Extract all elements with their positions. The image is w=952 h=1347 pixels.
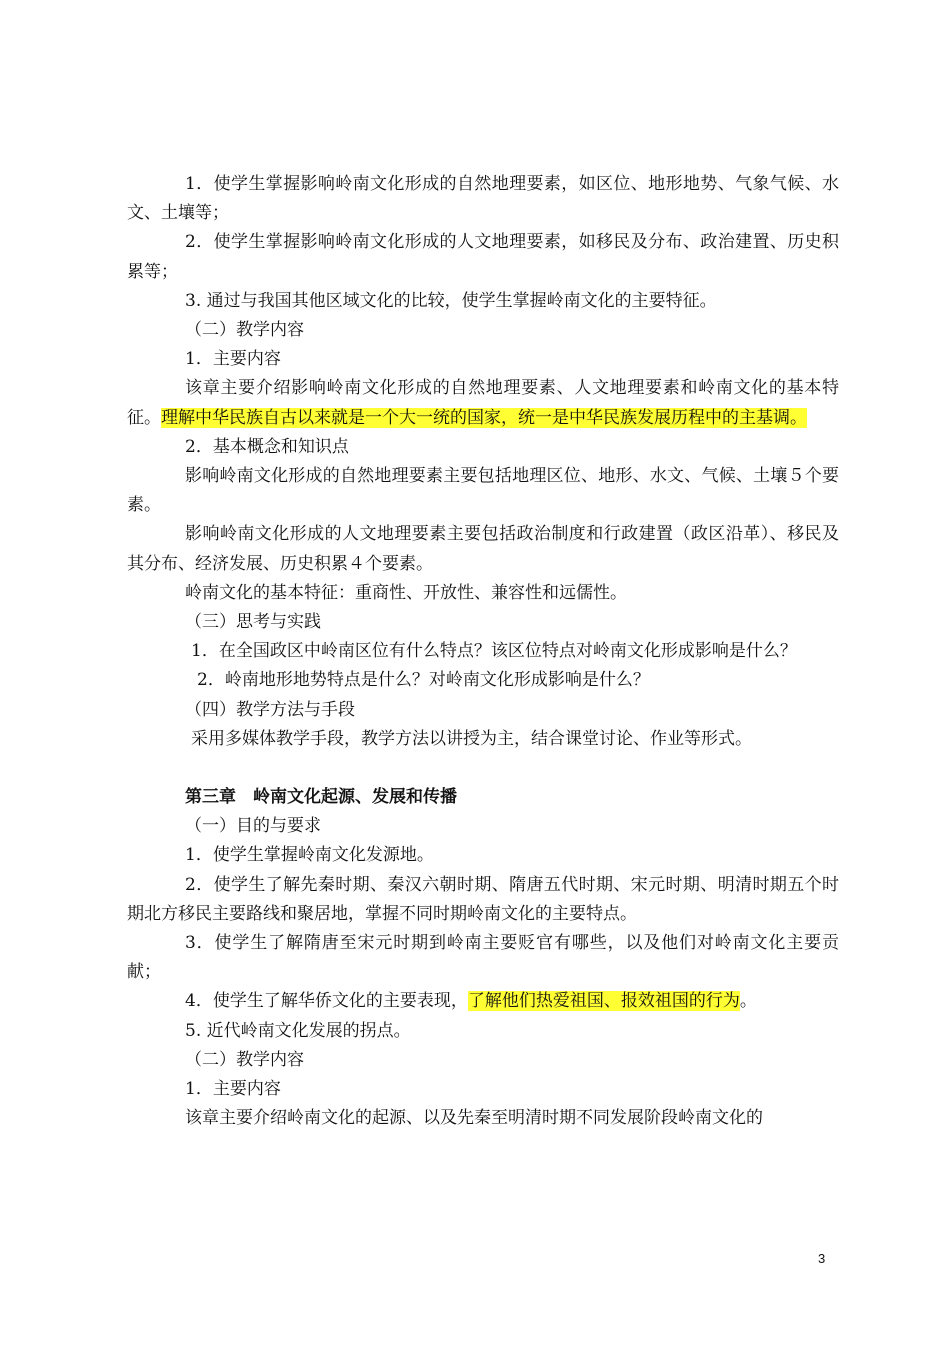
page-number: 3	[818, 1251, 826, 1266]
page-body	[127, 170, 839, 1134]
chapter-title: 第三章 岭南文化起源、发展和传播	[185, 787, 457, 808]
question-item: 2．岭南地形地势特点是什么？对岭南文化形成影响是什么？	[197, 670, 650, 691]
paragraph	[127, 374, 839, 432]
paragraph: 岭南文化的基本特征：重商性、开放性、兼容性和远儒性。	[185, 582, 627, 603]
section-heading: （二）教学内容	[185, 1049, 304, 1070]
paragraph-text: 4．使学生了解华侨文化的主要表现，	[185, 991, 468, 1012]
paragraph-text: 。	[739, 991, 757, 1012]
goal-item: 1．使学生掌握影响岭南文化形成的自然地理要素，如区位、地形地势、气象气候、水文、土壤等；	[127, 174, 839, 224]
goal-item: 2．使学生掌握影响岭南文化形成的人文地理要素，如移民及分布、政治建置、历史积累等；	[127, 232, 839, 282]
goal-item: 2．使学生了解先秦时期、秦汉六朝时期、隋唐五代时期、宋元时期、明清时期五个时期北方移民主要路线和聚居地，掌握不同时期岭南文化的主要特点。	[127, 874, 839, 924]
goal-item: 1．使学生掌握岭南文化发源地。	[185, 845, 434, 866]
goal-item: 5. 近代岭南文化发展的拐点。	[185, 1020, 411, 1041]
goal-item: 3. 通过与我国其他区域文化的比较，使学生掌握岭南文化的主要特征。	[185, 290, 717, 311]
paragraph: 影响岭南文化形成的人文地理要素主要包括政治制度和行政建置（政区沿革）、移民及其分布、经济发展、历史积累４个要素。	[127, 524, 839, 574]
paragraph-text: 该章主要介绍影响岭南文化形成的自然地理要素、人文地理要素和岭南文化的基本特征。	[127, 378, 839, 428]
section-heading: （四）教学方法与手段	[185, 699, 355, 720]
subsection-label: 1．主要内容	[185, 1079, 281, 1100]
paragraph: 采用多媒体教学手段，教学方法以讲授为主，结合课堂讨论、作业等形式。	[191, 728, 752, 749]
subsection-label: 1．主要内容	[185, 349, 281, 370]
spacer	[127, 754, 839, 783]
section-heading: （一）目的与要求	[185, 816, 321, 837]
paragraph: 影响岭南文化形成的自然地理要素主要包括地理区位、地形、水文、气候、土壤５个要素。	[127, 466, 839, 516]
section-heading: （三）思考与实践	[185, 612, 321, 633]
highlighted-text: 理解中华民族自古以来就是一个大一统的国家，统一是中华民族发展历程中的主基调。	[161, 407, 807, 428]
paragraph: 该章主要介绍岭南文化的起源、以及先秦至明清时期不同发展阶段岭南文化的	[185, 1108, 763, 1129]
goal-item: 3．使学生了解隋唐至宋元时期到岭南主要贬官有哪些，以及他们对岭南文化主要贡献；	[127, 933, 839, 983]
question-item: 1．在全国政区中岭南区位有什么特点？该区位特点对岭南文化形成影响是什么？	[191, 641, 797, 662]
section-heading: （二）教学内容	[185, 320, 304, 341]
highlighted-text: 了解他们热爱祖国、报效祖国的行为	[467, 991, 740, 1012]
subsection-label: 2．基本概念和知识点	[185, 436, 349, 457]
goal-item	[127, 987, 839, 1016]
